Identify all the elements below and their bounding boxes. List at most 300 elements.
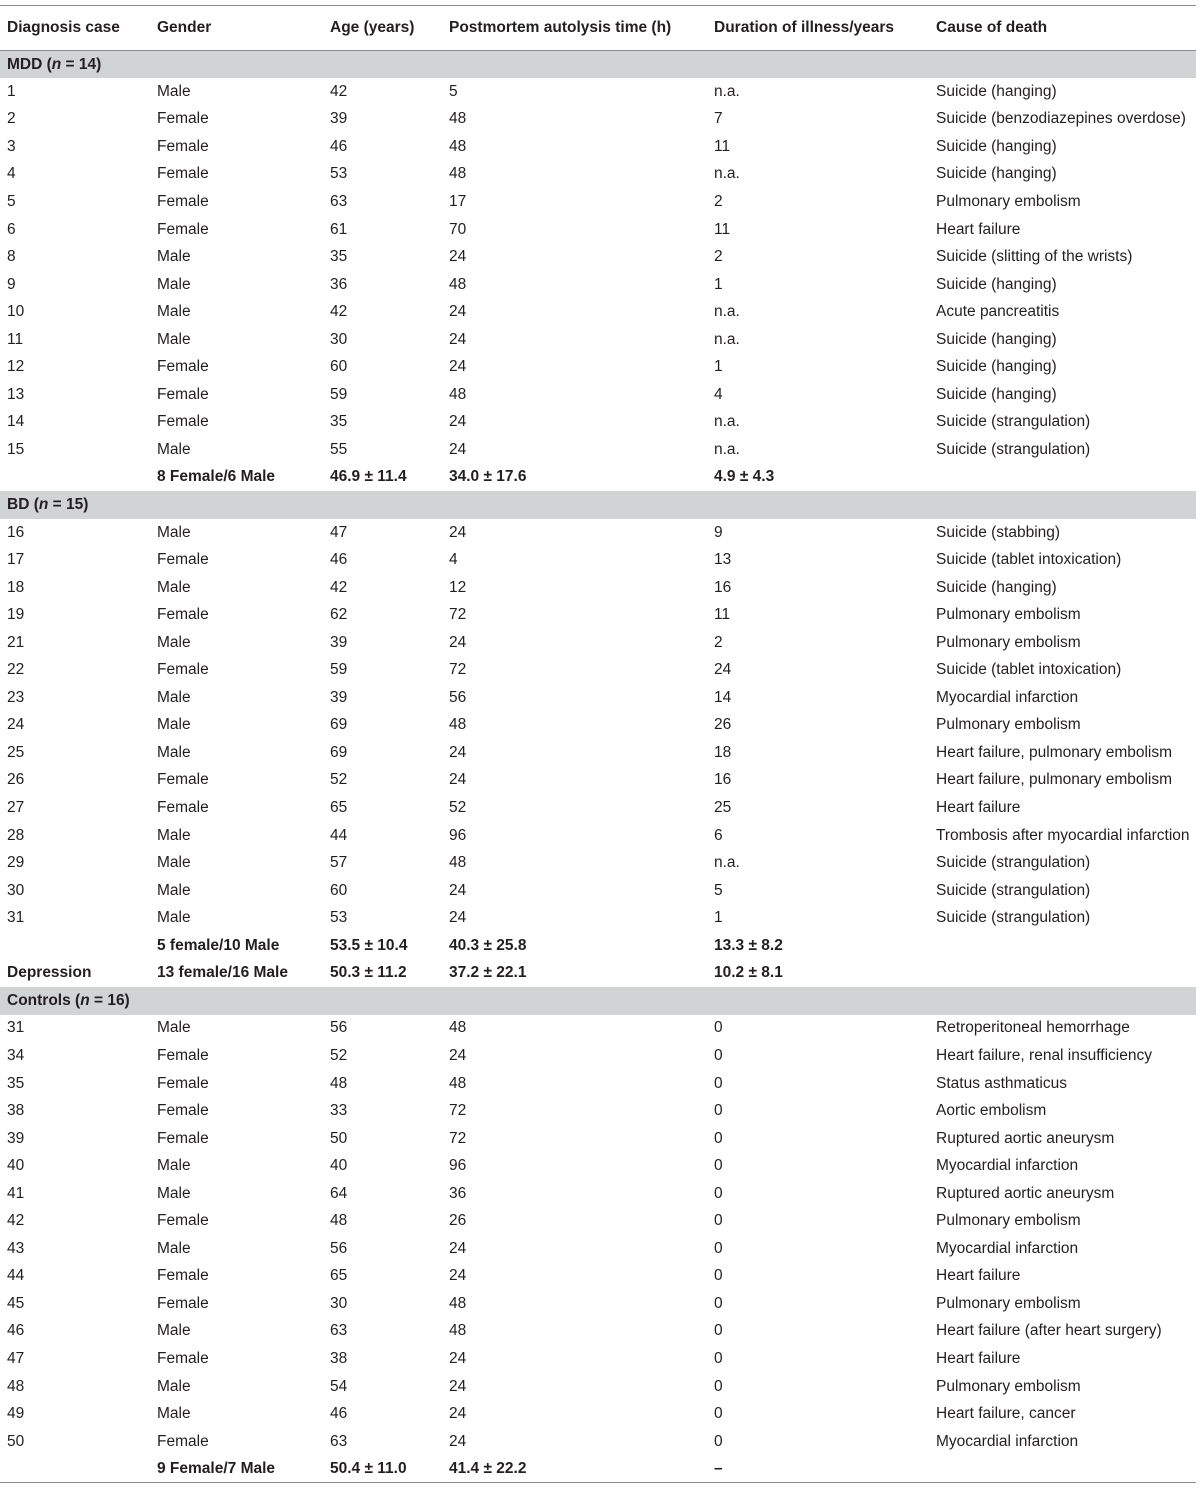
cell-case: 15 [7,440,25,458]
cell-duration: n.a. [714,82,740,100]
cell-duration: 6 [714,826,723,844]
cell-gender: Male [157,1157,191,1175]
cell-gender: Female [157,606,209,624]
cell-gender: Male [157,578,191,596]
cell-gender: Male [157,330,191,348]
cell-age: 53 [330,909,348,927]
cell-autolysis: 24 [449,1349,467,1367]
cell-autolysis: 48 [449,1322,467,1340]
cell-cause: Suicide (hanging) [936,137,1057,155]
cell-age: 50.4 ± 11.0 [330,1459,407,1477]
cell-case [0,1455,150,1483]
cell-case: 30 [7,881,25,899]
cell-case: 50 [7,1432,25,1450]
table-row [0,1318,1196,1346]
cell-gender: Male [157,1377,191,1395]
cell-duration: 1 [714,358,723,376]
cell-age: 53 [330,165,348,183]
cell-duration: 13 [714,551,732,569]
cell-cause [929,932,1196,960]
col-header-cause-of-death: Cause of death [936,19,1048,36]
cell-case: 40 [7,1157,25,1175]
cell-cause: Heart failure (after heart surgery) [936,1322,1162,1340]
table-row [0,629,1196,657]
cell-case: 13 [7,385,25,403]
cell-duration: 1 [714,909,723,927]
cell-cause: Myocardial infarction [936,1432,1079,1450]
cell-duration: n.a. [714,440,740,458]
cell-age: 69 [330,716,348,734]
table-row [0,1152,1196,1180]
cell-cause: Suicide (strangulation) [936,909,1091,927]
cell-gender: Male [157,303,191,321]
cell-autolysis: 24 [449,1377,467,1395]
cell-case: 42 [7,1212,25,1230]
cell-cause: Heart failure [936,1267,1021,1285]
cell-age: 44 [330,826,348,844]
cell-autolysis: 72 [449,661,467,679]
cell-age: 57 [330,854,348,872]
cell-autolysis: 72 [449,1102,467,1120]
cell-duration: 4 [714,385,723,403]
cell-cause: Myocardial infarction [936,688,1079,706]
cell-duration: 0 [714,1239,723,1257]
cell-cause: Pulmonary embolism [936,633,1081,651]
cell-case: 3 [7,137,16,155]
cell-case: 31 [7,909,25,927]
cell-case [0,932,150,960]
cell-case: 22 [7,661,25,679]
summary-row-mdd [0,464,1196,492]
table-row [0,1097,1196,1125]
cell-case: 19 [7,606,25,624]
cell-cause: Suicide (hanging) [936,82,1057,100]
cell-gender: Female [157,799,209,817]
cell-age: 38 [330,1349,348,1367]
cell-autolysis: 48 [449,165,467,183]
cell-duration: 26 [714,716,732,734]
cell-autolysis: 24 [449,1267,467,1285]
cell-gender: Female [157,661,209,679]
table-row [0,271,1196,299]
cell-duration: 0 [714,1405,723,1423]
cell-age: 40 [330,1157,348,1175]
col-header-duration-illness: Duration of illness/years [714,19,895,36]
cell-gender: Male [157,909,191,927]
cell-gender: Male [157,248,191,266]
cell-case: 10 [7,303,25,321]
cell-case [0,464,150,492]
cell-case: 1 [7,82,16,100]
cell-gender: Male [157,82,191,100]
cell-gender: Male [157,1184,191,1202]
cell-cause: Suicide (slitting of the wrists) [936,248,1133,266]
cell-duration: 0 [714,1129,723,1147]
cell-case: 14 [7,413,25,431]
table-row [0,877,1196,905]
cell-gender: Female [157,137,209,155]
cell-gender: Female [157,413,209,431]
cell-cause [929,960,1196,988]
cell-duration: n.a. [714,854,740,872]
cell-autolysis: 24 [449,909,467,927]
cell-autolysis: 24 [449,248,467,266]
cell-gender: Female [157,1046,209,1064]
cell-autolysis: 24 [449,303,467,321]
cell-cause: Suicide (hanging) [936,330,1057,348]
cell-duration: 0 [714,1102,723,1120]
section-label-prefix: Controls ( [7,991,81,1009]
cell-cause: Retroperitoneal hemorrhage [936,1019,1130,1037]
cell-age: 46 [330,551,348,569]
cell-case: 25 [7,743,25,761]
cell-case: 44 [7,1267,25,1285]
cell-age: 62 [330,606,348,624]
cell-gender: Male [157,1405,191,1423]
table-row [0,1015,1196,1043]
cell-autolysis: 4 [449,551,458,569]
table-row [0,574,1196,602]
cell-case: 6 [7,220,16,238]
cell-autolysis: 34.0 ± 17.6 [449,468,527,486]
cell-duration: 11 [714,606,731,624]
cell-case: 5 [7,193,16,210]
cell-autolysis: 24 [449,743,467,761]
cell-duration: 0 [714,1432,723,1450]
cell-duration: 18 [714,743,732,761]
section-label-n: n [80,991,90,1009]
table-row [0,243,1196,271]
table-row [0,298,1196,326]
cell-age: 39 [330,110,348,128]
cell-gender: Female [157,1432,209,1450]
cell-duration: n.a. [714,165,740,183]
cell-gender: 5 female/10 Male [157,936,280,954]
cell-duration: 0 [714,1349,723,1367]
cell-duration: 16 [714,578,732,596]
table-row [0,354,1196,382]
section-label-n: n [38,496,49,514]
cell-duration: 5 [714,881,723,899]
cell-duration: 13.3 ± 8.2 [714,936,783,954]
cell-case: 45 [7,1294,25,1312]
cell-cause: Suicide (hanging) [936,578,1057,596]
table-row [0,381,1196,409]
cell-autolysis: 48 [449,854,467,872]
cell-duration: n.a. [714,303,740,321]
cell-age: 59 [330,385,348,403]
cell-autolysis: 24 [449,523,467,541]
cell-autolysis: 48 [449,1074,467,1092]
table-row [0,1263,1196,1291]
cell-autolysis: 56 [449,688,467,706]
cell-cause: Pulmonary embolism [936,193,1081,210]
cell-cause: Pulmonary embolism [936,606,1081,624]
table-row [0,767,1196,795]
cell-gender: Male [157,1019,191,1037]
cell-autolysis: 37.2 ± 22.1 [449,964,527,982]
cell-age: 56 [330,1019,348,1037]
table-row [0,1125,1196,1153]
cell-gender: Female [157,110,209,128]
cell-gender: Male [157,743,191,761]
cell-gender: Female [157,1074,209,1092]
cell-autolysis: 24 [449,1432,467,1450]
cell-autolysis: 48 [449,275,467,293]
cell-autolysis: 24 [449,358,467,376]
cell-autolysis: 24 [449,1405,467,1423]
cell-duration: 2 [714,248,723,266]
cell-autolysis: 48 [449,716,467,734]
cell-gender: Female [157,771,209,789]
cell-age: 39 [330,633,348,651]
cell-autolysis: 96 [449,826,467,844]
cell-age: 47 [330,523,348,541]
cell-gender: Female [157,385,209,403]
table-row [0,133,1196,161]
cell-age: 63 [330,193,348,210]
cell-gender: Female [157,1267,209,1285]
cell-case: 46 [7,1322,25,1340]
table-row [0,657,1196,685]
cell-duration: – [714,1459,723,1477]
cell-case: 47 [7,1349,25,1367]
cell-cause: Ruptured aortic aneurysm [936,1129,1115,1147]
section-header-bd [0,491,1196,519]
table-row [0,519,1196,547]
cell-case: 31 [7,1019,25,1037]
cell-duration: 2 [714,633,723,651]
cell-age: 52 [330,771,348,789]
cell-duration: 16 [714,771,732,789]
table-row [0,601,1196,629]
cell-age: 52 [330,1046,348,1064]
cell-duration: n.a. [714,413,740,431]
table-row [0,712,1196,740]
cell-age: 46 [330,137,348,155]
cell-autolysis: 24 [449,413,467,431]
cell-age: 59 [330,661,348,679]
cell-case: 26 [7,771,25,789]
col-header-autolysis-time: Postmortem autolysis time (h) [449,19,672,36]
section-label-suffix: = 14) [61,55,102,73]
cell-cause: Heart failure, pulmonary embolism [936,743,1173,761]
cell-autolysis: 17 [449,193,467,210]
cell-gender: Female [157,1349,209,1367]
cell-case: 27 [7,799,25,817]
cell-gender: Male [157,1239,191,1257]
cell-cause: Ruptured aortic aneurysm [936,1184,1115,1202]
cell-gender: Female [157,551,209,569]
cell-duration: 25 [714,799,732,817]
cell-cause: Heart failure [936,220,1021,238]
cell-gender: Male [157,826,191,844]
table-row [0,436,1196,464]
cell-duration: 11 [714,220,731,238]
table-row [0,188,1196,216]
cell-cause: Suicide (hanging) [936,165,1057,183]
table-row [0,1345,1196,1373]
table-row [0,1373,1196,1401]
cell-gender: Male [157,633,191,651]
table-row [0,106,1196,134]
cell-case: 43 [7,1239,25,1257]
cell-case: 2 [7,110,16,128]
cell-case: 48 [7,1377,25,1395]
cell-gender: Female [157,1129,209,1147]
cell-duration: 7 [714,110,723,128]
cell-case: 28 [7,826,25,844]
cell-gender: 13 female/16 Male [157,964,288,982]
cell-case: 24 [7,716,25,734]
cell-duration: 0 [714,1046,723,1064]
cell-autolysis: 48 [449,1019,467,1037]
cell-gender: 8 Female/6 Male [157,468,276,486]
section-label-prefix: BD ( [7,496,39,514]
cell-case: 29 [7,854,25,872]
cell-autolysis: 40.3 ± 25.8 [449,936,527,954]
cell-duration: 4.9 ± 4.3 [714,468,775,486]
cell-case: 11 [7,330,24,348]
section-header-controls [0,987,1196,1015]
cell-case: 17 [7,551,25,569]
cell-cause: Suicide (tablet intoxication) [936,661,1122,679]
cell-gender: Male [157,688,191,706]
table-row [0,1042,1196,1070]
table-row [0,1235,1196,1263]
cell-duration: 2 [714,193,723,210]
cell-cause: Suicide (benzodiazepines overdose) [936,110,1186,128]
cell-age: 42 [330,82,348,100]
section-label [0,987,1196,1015]
cell-gender: Female [157,1102,209,1120]
header-row [0,6,1196,51]
cell-duration: 0 [714,1074,723,1092]
cell-case: 39 [7,1129,25,1147]
cell-autolysis: 24 [449,440,467,458]
cell-autolysis: 72 [449,1129,467,1147]
cell-gender: Male [157,881,191,899]
cell-case: 49 [7,1405,25,1423]
cell-duration: 0 [714,1294,723,1312]
cell-age: 63 [330,1432,348,1450]
cell-age: 54 [330,1377,348,1395]
cell-autolysis: 24 [449,330,467,348]
cell-autolysis: 5 [449,82,458,100]
cell-case: 12 [7,358,25,376]
cell-cause [929,464,1196,492]
cell-age: 61 [330,220,348,238]
cell-autolysis: 70 [449,220,467,238]
cell-autolysis: 48 [449,385,467,403]
cell-cause: Acute pancreatitis [936,303,1060,321]
cell-case: 4 [7,165,16,183]
cell-duration: 14 [714,688,732,706]
cell-cause: Pulmonary embolism [936,716,1081,734]
cell-cause: Suicide (strangulation) [936,854,1091,872]
section-label-suffix: = 16) [89,991,130,1009]
section-label [0,491,1196,519]
section-label-suffix: = 15) [48,496,89,514]
cell-age: 46 [330,1405,348,1423]
cell-autolysis: 48 [449,137,467,155]
cell-cause: Pulmonary embolism [936,1212,1081,1230]
cell-age: 48 [330,1074,348,1092]
cell-cause: Aortic embolism [936,1102,1047,1120]
summary-row-depression [0,960,1196,988]
table-row [0,739,1196,767]
cell-autolysis: 41.4 ± 22.2 [449,1459,527,1477]
cell-age: 65 [330,799,348,817]
section-label [0,51,1196,79]
cell-age: 50.3 ± 11.2 [330,964,407,982]
cell-case: Depression [7,964,92,982]
cell-autolysis: 12 [449,578,467,596]
clinical-data-table [0,5,1196,1483]
table-row [0,1428,1196,1456]
cell-autolysis: 72 [449,606,467,624]
cell-cause: Suicide (hanging) [936,385,1057,403]
cell-cause: Myocardial infarction [936,1157,1079,1175]
table-row [0,822,1196,850]
cell-cause: Myocardial infarction [936,1239,1079,1257]
cell-age: 39 [330,688,348,706]
cell-cause: Suicide (hanging) [936,275,1057,293]
cell-cause: Heart failure, pulmonary embolism [936,771,1173,789]
cell-autolysis: 36 [449,1184,467,1202]
cell-case: 35 [7,1074,25,1092]
cell-duration: 0 [714,1184,723,1202]
cell-gender: Male [157,1322,191,1340]
cell-cause: Suicide (hanging) [936,358,1057,376]
cell-gender: Male [157,854,191,872]
cell-age: 30 [330,330,348,348]
cell-duration: 0 [714,1267,723,1285]
col-header-age: Age (years) [330,19,415,36]
table-row [0,904,1196,932]
cell-gender: Male [157,275,191,293]
table-row [0,1400,1196,1428]
table-row [0,216,1196,244]
cell-age: 55 [330,440,348,458]
cell-gender: Female [157,358,209,376]
cell-case: 8 [7,248,16,266]
section-label-prefix: MDD ( [7,55,52,73]
cell-cause: Suicide (strangulation) [936,440,1091,458]
cell-case: 41 [7,1184,25,1202]
table-header [0,6,1196,51]
cell-gender: Female [157,1212,209,1230]
col-header-diagnosis-case: Diagnosis case [7,19,120,36]
cell-case: 38 [7,1102,25,1120]
cell-autolysis: 96 [449,1157,467,1175]
cell-age: 46.9 ± 11.4 [330,468,407,486]
table-row [0,1180,1196,1208]
cell-cause: Status asthmaticus [936,1074,1067,1092]
cell-case: 9 [7,275,16,293]
cell-age: 56 [330,1239,348,1257]
cell-autolysis: 24 [449,1239,467,1257]
cell-autolysis: 48 [449,110,467,128]
cell-gender: Male [157,523,191,541]
table-row [0,78,1196,106]
table-row [0,1290,1196,1318]
table-row [0,546,1196,574]
table-row [0,161,1196,189]
cell-age: 53.5 ± 10.4 [330,936,408,954]
cell-cause: Trombosis after myocardial infarction [936,826,1190,844]
cell-gender: Female [157,220,209,238]
